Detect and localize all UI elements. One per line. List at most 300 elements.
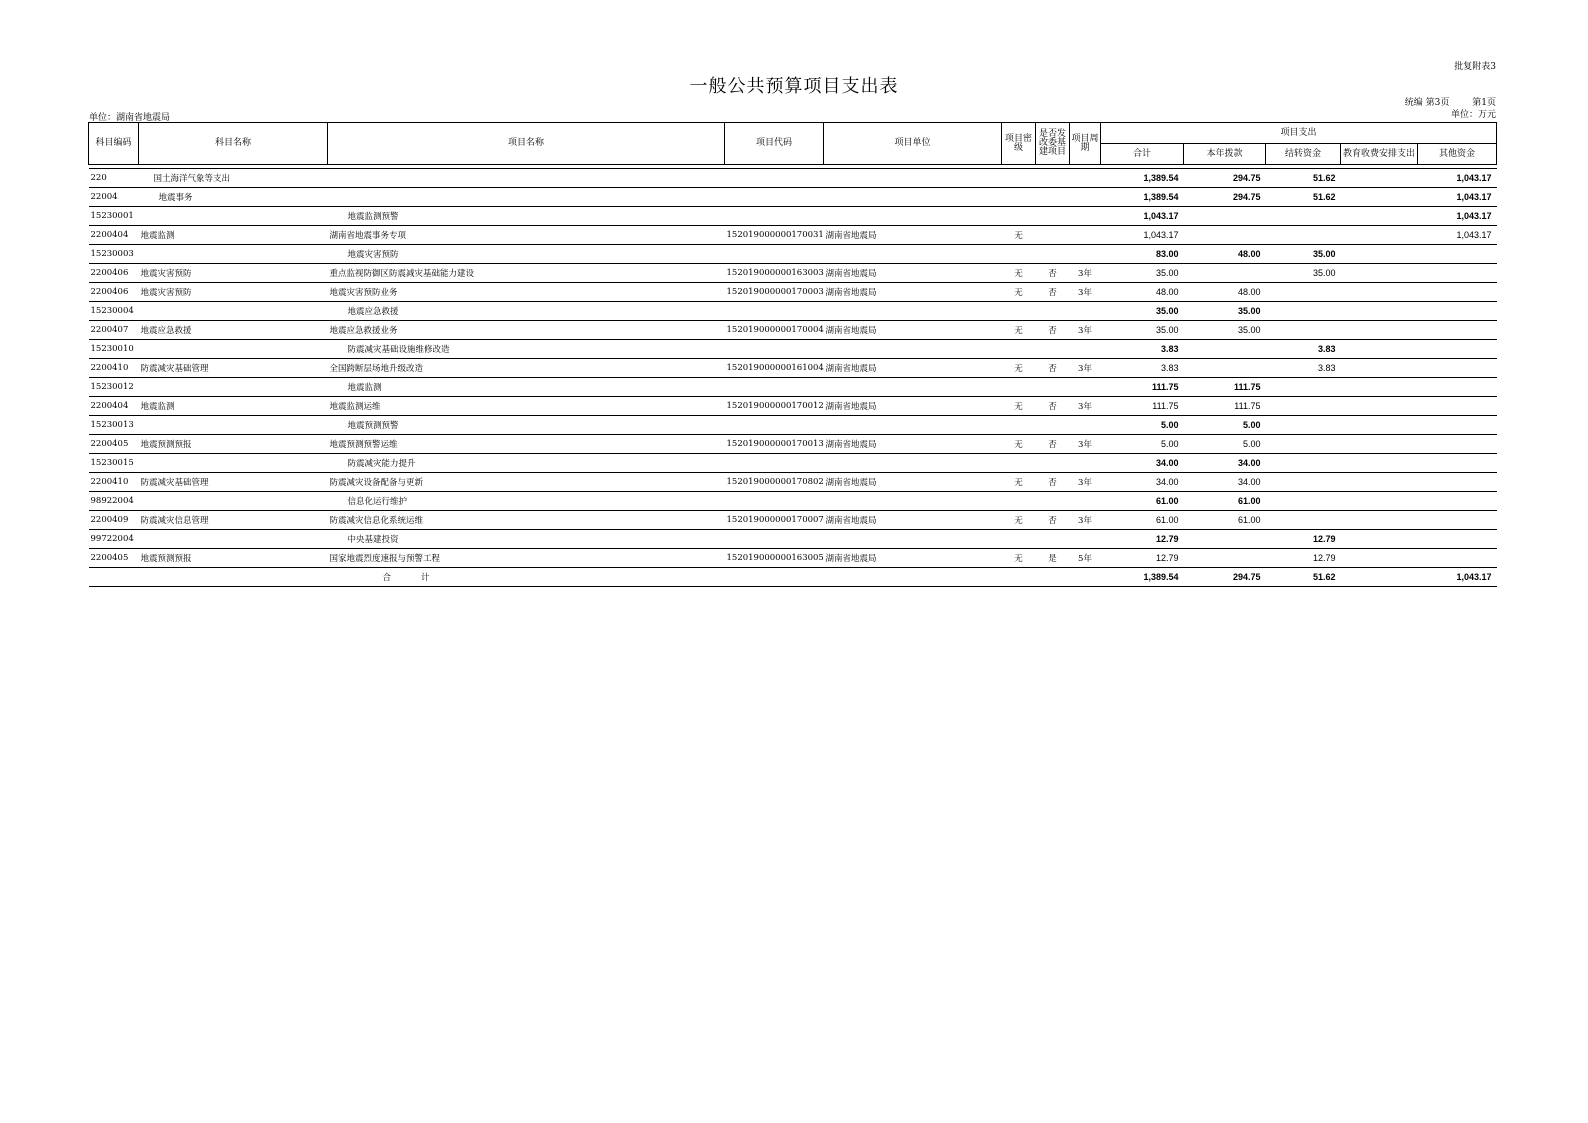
ndrc-cell xyxy=(1036,492,1070,511)
total-cell: 111.75 xyxy=(1101,397,1184,416)
ndrc-cell: 否 xyxy=(1036,473,1070,492)
code-cell: 2200405 xyxy=(89,435,139,454)
project-name-cell: 地震监测运维 xyxy=(328,397,725,416)
code-cell: 220 xyxy=(89,169,139,188)
project-code-cell xyxy=(725,530,824,549)
period-cell: 3年 xyxy=(1070,283,1101,302)
table-row xyxy=(89,207,1497,226)
table-row xyxy=(89,321,1497,340)
total-cell: 12.79 xyxy=(1101,549,1184,568)
current-cell: 34.00 xyxy=(1184,454,1266,473)
table-row xyxy=(89,397,1497,416)
education-cell xyxy=(1341,245,1418,264)
project-code-cell xyxy=(725,169,824,188)
education-cell xyxy=(1341,530,1418,549)
education-cell xyxy=(1341,435,1418,454)
other-cell: 1,043.17 xyxy=(1418,568,1497,587)
other-cell xyxy=(1418,302,1497,321)
project-unit-cell xyxy=(824,568,1002,587)
secret-cell xyxy=(1002,207,1036,226)
col-header-carryover: 结转资金 xyxy=(1266,144,1341,165)
total-cell: 3.83 xyxy=(1101,340,1184,359)
code-cell: 15230003 xyxy=(89,245,139,264)
col-header-total: 合计 xyxy=(1101,144,1184,165)
total-cell: 5.00 xyxy=(1101,416,1184,435)
education-cell xyxy=(1341,226,1418,245)
education-cell xyxy=(1341,397,1418,416)
table-row xyxy=(89,549,1497,568)
project-name-cell: 地震应急救援 xyxy=(328,302,725,321)
other-cell xyxy=(1418,378,1497,397)
code-cell: 15230004 xyxy=(89,302,139,321)
subject-cell xyxy=(139,378,328,397)
ndrc-cell xyxy=(1036,226,1070,245)
current-cell: 294.75 xyxy=(1184,188,1266,207)
code-cell: 2200405 xyxy=(89,549,139,568)
project-code-cell xyxy=(725,340,824,359)
secret-cell: 无 xyxy=(1002,397,1036,416)
carryover-cell xyxy=(1266,492,1341,511)
carryover-cell: 35.00 xyxy=(1266,264,1341,283)
carryover-cell: 51.62 xyxy=(1266,568,1341,587)
current-cell: 5.00 xyxy=(1184,416,1266,435)
project-unit-cell xyxy=(824,340,1002,359)
current-cell: 61.00 xyxy=(1184,511,1266,530)
project-code-cell: 152019000000170007 xyxy=(725,511,824,530)
current-cell xyxy=(1184,530,1266,549)
secret-cell xyxy=(1002,530,1036,549)
project-code-cell: 152019000000163005 xyxy=(725,549,824,568)
ndrc-cell: 否 xyxy=(1036,511,1070,530)
current-cell: 35.00 xyxy=(1184,302,1266,321)
education-cell xyxy=(1341,492,1418,511)
subject-cell: 防震减灾信息管理 xyxy=(139,511,328,530)
table-row xyxy=(89,416,1497,435)
subject-cell: 地震监测 xyxy=(139,226,328,245)
ndrc-cell xyxy=(1036,302,1070,321)
project-name-cell: 地震预测预警 xyxy=(328,416,725,435)
ndrc-cell xyxy=(1036,188,1070,207)
period-cell: 3年 xyxy=(1070,397,1101,416)
current-cell: 294.75 xyxy=(1184,568,1266,587)
carryover-cell xyxy=(1266,226,1341,245)
project-code-cell xyxy=(725,245,824,264)
total-cell: 34.00 xyxy=(1101,473,1184,492)
project-name-cell: 合计 xyxy=(328,568,725,587)
carryover-cell: 12.79 xyxy=(1266,530,1341,549)
carryover-cell xyxy=(1266,302,1341,321)
other-cell: 1,043.17 xyxy=(1418,207,1497,226)
project-unit-cell xyxy=(824,454,1002,473)
education-cell xyxy=(1341,473,1418,492)
project-unit-cell: 湖南省地震局 xyxy=(824,226,1002,245)
other-cell xyxy=(1418,473,1497,492)
project-code-cell xyxy=(725,492,824,511)
col-header-secret: 项目密级 xyxy=(1002,123,1036,165)
project-unit-cell xyxy=(824,245,1002,264)
project-name-cell xyxy=(328,188,725,207)
other-cell xyxy=(1418,340,1497,359)
education-cell xyxy=(1341,359,1418,378)
secret-cell xyxy=(1002,568,1036,587)
carryover-cell xyxy=(1266,283,1341,302)
project-unit-cell: 湖南省地震局 xyxy=(824,359,1002,378)
code-cell: 15230012 xyxy=(89,378,139,397)
other-cell xyxy=(1418,416,1497,435)
secret-cell xyxy=(1002,169,1036,188)
table-row xyxy=(89,511,1497,530)
total-cell: 1,389.54 xyxy=(1101,568,1184,587)
subject-cell: 国土海洋气象等支出 xyxy=(139,169,328,188)
project-unit-cell xyxy=(824,169,1002,188)
current-cell: 111.75 xyxy=(1184,378,1266,397)
carryover-cell: 3.83 xyxy=(1266,340,1341,359)
code-cell: 2200409 xyxy=(89,511,139,530)
project-unit-cell: 湖南省地震局 xyxy=(824,473,1002,492)
education-cell xyxy=(1341,207,1418,226)
ndrc-cell xyxy=(1036,530,1070,549)
total-cell: 83.00 xyxy=(1101,245,1184,264)
project-unit-cell: 湖南省地震局 xyxy=(824,283,1002,302)
total-cell: 1,389.54 xyxy=(1101,188,1184,207)
subject-cell: 防震减灾基础管理 xyxy=(139,359,328,378)
period-cell: 3年 xyxy=(1070,511,1101,530)
other-cell xyxy=(1418,264,1497,283)
secret-cell: 无 xyxy=(1002,321,1036,340)
project-code-cell xyxy=(725,378,824,397)
ndrc-cell xyxy=(1036,340,1070,359)
period-cell xyxy=(1070,169,1101,188)
subject-cell xyxy=(139,340,328,359)
project-unit-cell xyxy=(824,416,1002,435)
table-row xyxy=(89,454,1497,473)
carryover-cell xyxy=(1266,511,1341,530)
project-unit-cell: 湖南省地震局 xyxy=(824,435,1002,454)
current-cell: 34.00 xyxy=(1184,473,1266,492)
current-cell xyxy=(1184,207,1266,226)
education-cell xyxy=(1341,169,1418,188)
project-name-cell: 重点监视防御区防震减灾基础能力建设 xyxy=(328,264,725,283)
project-unit-cell xyxy=(824,492,1002,511)
total-cell: 3.83 xyxy=(1101,359,1184,378)
education-cell xyxy=(1341,264,1418,283)
subject-cell: 地震预测预报 xyxy=(139,549,328,568)
period-cell: 5年 xyxy=(1070,549,1101,568)
col-header-current: 本年拨款 xyxy=(1184,144,1266,165)
total-cell: 35.00 xyxy=(1101,321,1184,340)
carryover-cell xyxy=(1266,321,1341,340)
total-cell: 1,043.17 xyxy=(1101,207,1184,226)
project-name-cell: 地震监测 xyxy=(328,378,725,397)
project-code-cell: 152019000000170012 xyxy=(725,397,824,416)
subject-cell xyxy=(139,302,328,321)
period-cell xyxy=(1070,454,1101,473)
education-cell xyxy=(1341,511,1418,530)
other-cell xyxy=(1418,245,1497,264)
current-cell xyxy=(1184,549,1266,568)
table-row xyxy=(89,530,1497,549)
table-row xyxy=(89,378,1497,397)
current-cell: 61.00 xyxy=(1184,492,1266,511)
ndrc-cell xyxy=(1036,207,1070,226)
subject-cell xyxy=(139,454,328,473)
code-cell xyxy=(89,568,139,587)
secret-cell xyxy=(1002,245,1036,264)
secret-cell: 无 xyxy=(1002,226,1036,245)
subject-cell xyxy=(139,207,328,226)
project-code-cell: 152019000000170031 xyxy=(725,226,824,245)
project-name-cell: 全国跨断层场地升级改造 xyxy=(328,359,725,378)
current-cell: 48.00 xyxy=(1184,283,1266,302)
secret-cell xyxy=(1002,454,1036,473)
col-header-project-unit: 项目单位 xyxy=(824,123,1002,165)
current-cell: 294.75 xyxy=(1184,169,1266,188)
col-header-code: 科目编码 xyxy=(89,123,139,165)
project-unit-cell: 湖南省地震局 xyxy=(824,321,1002,340)
col-header-ndrc: 是否发改委基建项目 xyxy=(1036,123,1070,165)
period-cell xyxy=(1070,530,1101,549)
current-cell: 111.75 xyxy=(1184,397,1266,416)
unit-organization: 单位：湖南省地震局 xyxy=(89,113,171,123)
project-unit-cell: 湖南省地震局 xyxy=(824,264,1002,283)
education-cell xyxy=(1341,454,1418,473)
table-row xyxy=(89,492,1497,511)
secret-cell: 无 xyxy=(1002,549,1036,568)
other-cell: 1,043.17 xyxy=(1418,188,1497,207)
secret-cell: 无 xyxy=(1002,473,1036,492)
table-row xyxy=(89,264,1497,283)
project-name-cell: 中央基建投资 xyxy=(328,530,725,549)
period-cell: 3年 xyxy=(1070,264,1101,283)
other-cell xyxy=(1418,454,1497,473)
code-cell: 2200404 xyxy=(89,226,139,245)
project-name-cell: 防震减灾设备配备与更新 xyxy=(328,473,725,492)
code-cell: 2200407 xyxy=(89,321,139,340)
project-name-cell xyxy=(328,169,725,188)
subject-cell xyxy=(139,416,328,435)
period-cell xyxy=(1070,416,1101,435)
total-cell: 12.79 xyxy=(1101,530,1184,549)
project-name-cell: 国家地震烈度速报与预警工程 xyxy=(328,549,725,568)
education-cell xyxy=(1341,378,1418,397)
table-row xyxy=(89,226,1497,245)
ndrc-cell: 否 xyxy=(1036,435,1070,454)
col-header-subject: 科目名称 xyxy=(139,123,328,165)
subject-cell: 地震监测 xyxy=(139,397,328,416)
total-cell: 34.00 xyxy=(1101,454,1184,473)
project-code-cell xyxy=(725,416,824,435)
education-cell xyxy=(1341,321,1418,340)
ndrc-cell xyxy=(1036,169,1070,188)
col-header-education: 教育收费安排支出 xyxy=(1341,144,1418,165)
period-cell xyxy=(1070,207,1101,226)
secret-cell: 无 xyxy=(1002,264,1036,283)
project-code-cell: 152019000000170802 xyxy=(725,473,824,492)
carryover-cell xyxy=(1266,397,1341,416)
code-cell: 15230015 xyxy=(89,454,139,473)
carryover-cell: 51.62 xyxy=(1266,188,1341,207)
table-row xyxy=(89,245,1497,264)
carryover-cell xyxy=(1266,378,1341,397)
other-cell xyxy=(1418,435,1497,454)
total-cell: 61.00 xyxy=(1101,492,1184,511)
secret-cell xyxy=(1002,188,1036,207)
ndrc-cell: 否 xyxy=(1036,397,1070,416)
project-name-cell: 地震监测预警 xyxy=(328,207,725,226)
secret-cell xyxy=(1002,302,1036,321)
project-unit-cell: 湖南省地震局 xyxy=(824,549,1002,568)
code-cell: 15230001 xyxy=(89,207,139,226)
subject-cell: 地震灾害预防 xyxy=(139,283,328,302)
project-code-cell xyxy=(725,568,824,587)
period-cell xyxy=(1070,188,1101,207)
project-name-cell: 地震灾害预防业务 xyxy=(328,283,725,302)
table-row xyxy=(89,473,1497,492)
code-cell: 2200410 xyxy=(89,359,139,378)
period-cell: 3年 xyxy=(1070,359,1101,378)
education-cell xyxy=(1341,283,1418,302)
code-cell: 2200410 xyxy=(89,473,139,492)
table-row xyxy=(89,283,1497,302)
col-header-project: 项目名称 xyxy=(328,123,725,165)
other-cell: 1,043.17 xyxy=(1418,169,1497,188)
period-cell xyxy=(1070,226,1101,245)
other-cell xyxy=(1418,359,1497,378)
carryover-cell: 51.62 xyxy=(1266,169,1341,188)
carryover-cell: 3.83 xyxy=(1266,359,1341,378)
total-cell: 35.00 xyxy=(1101,302,1184,321)
ndrc-cell: 否 xyxy=(1036,359,1070,378)
ndrc-cell: 否 xyxy=(1036,321,1070,340)
table-row xyxy=(89,359,1497,378)
unit-currency: 单位：万元 xyxy=(1450,110,1496,120)
annex-label: 批复附表3 xyxy=(1454,62,1496,72)
code-cell: 15230010 xyxy=(89,340,139,359)
other-cell xyxy=(1418,397,1497,416)
project-name-cell: 地震应急救援业务 xyxy=(328,321,725,340)
project-name-cell: 信息化运行维护 xyxy=(328,492,725,511)
ndrc-cell xyxy=(1036,378,1070,397)
carryover-cell xyxy=(1266,454,1341,473)
other-cell xyxy=(1418,530,1497,549)
education-cell xyxy=(1341,302,1418,321)
project-unit-cell: 湖南省地震局 xyxy=(824,397,1002,416)
ndrc-cell: 否 xyxy=(1036,283,1070,302)
subject-cell: 地震灾害预防 xyxy=(139,264,328,283)
current-cell: 35.00 xyxy=(1184,321,1266,340)
current-cell xyxy=(1184,340,1266,359)
carryover-cell xyxy=(1266,435,1341,454)
table-row xyxy=(89,302,1497,321)
project-unit-cell xyxy=(824,207,1002,226)
total-cell: 1,389.54 xyxy=(1101,169,1184,188)
education-cell xyxy=(1341,416,1418,435)
other-cell xyxy=(1418,511,1497,530)
project-code-cell xyxy=(725,188,824,207)
table-row xyxy=(89,435,1497,454)
project-unit-cell xyxy=(824,188,1002,207)
period-cell xyxy=(1070,340,1101,359)
project-name-cell: 防震减灾基础设施维修改造 xyxy=(328,340,725,359)
ndrc-cell: 否 xyxy=(1036,264,1070,283)
code-cell: 99722004 xyxy=(89,530,139,549)
secret-cell: 无 xyxy=(1002,283,1036,302)
carryover-cell xyxy=(1266,207,1341,226)
code-cell: 2200406 xyxy=(89,283,139,302)
other-cell: 1,043.17 xyxy=(1418,226,1497,245)
secret-cell xyxy=(1002,340,1036,359)
period-cell xyxy=(1070,302,1101,321)
code-cell: 2200406 xyxy=(89,264,139,283)
budget-table xyxy=(88,122,1497,587)
project-unit-cell xyxy=(824,302,1002,321)
project-name-cell: 地震预测预警运维 xyxy=(328,435,725,454)
education-cell xyxy=(1341,188,1418,207)
subject-cell xyxy=(139,492,328,511)
project-code-cell: 152019000000170013 xyxy=(725,435,824,454)
total-cell: 1,043.17 xyxy=(1101,226,1184,245)
project-code-cell: 152019000000163003 xyxy=(725,264,824,283)
project-unit-cell xyxy=(824,530,1002,549)
project-name-cell: 防震减灾信息化系统运维 xyxy=(328,511,725,530)
period-cell: 3年 xyxy=(1070,435,1101,454)
code-cell: 98922004 xyxy=(89,492,139,511)
project-unit-cell: 湖南省地震局 xyxy=(824,511,1002,530)
period-cell: 3年 xyxy=(1070,321,1101,340)
code-cell: 15230013 xyxy=(89,416,139,435)
current-cell xyxy=(1184,226,1266,245)
carryover-cell xyxy=(1266,416,1341,435)
period-cell: 3年 xyxy=(1070,473,1101,492)
period-cell xyxy=(1070,492,1101,511)
carryover-cell: 35.00 xyxy=(1266,245,1341,264)
ndrc-cell xyxy=(1036,416,1070,435)
table-row xyxy=(89,169,1497,188)
col-header-expense-group: 项目支出 xyxy=(1101,123,1497,144)
ndrc-cell xyxy=(1036,568,1070,587)
carryover-cell: 12.79 xyxy=(1266,549,1341,568)
project-code-cell: 152019000000170003 xyxy=(725,283,824,302)
other-cell xyxy=(1418,549,1497,568)
col-header-period: 项目周期 xyxy=(1070,123,1101,165)
subject-cell: 地震预测预报 xyxy=(139,435,328,454)
secret-cell: 无 xyxy=(1002,359,1036,378)
education-cell xyxy=(1341,549,1418,568)
total-cell: 111.75 xyxy=(1101,378,1184,397)
page-title: 一般公共预算项目支出表 xyxy=(689,76,899,97)
project-name-cell: 防震减灾能力提升 xyxy=(328,454,725,473)
ndrc-cell xyxy=(1036,454,1070,473)
secret-cell: 无 xyxy=(1002,435,1036,454)
code-cell: 22004 xyxy=(89,188,139,207)
total-row xyxy=(89,568,1497,587)
project-code-cell xyxy=(725,454,824,473)
total-cell: 61.00 xyxy=(1101,511,1184,530)
secret-cell xyxy=(1002,378,1036,397)
code-cell: 2200404 xyxy=(89,397,139,416)
table-row xyxy=(89,188,1497,207)
subject-cell: 地震事务 xyxy=(139,188,328,207)
subject-cell xyxy=(139,568,328,587)
other-cell xyxy=(1418,492,1497,511)
ndrc-cell xyxy=(1036,245,1070,264)
project-name-cell: 地震灾害预防 xyxy=(328,245,725,264)
carryover-cell xyxy=(1266,473,1341,492)
other-cell xyxy=(1418,283,1497,302)
project-code-cell: 152019000000161004 xyxy=(725,359,824,378)
current-cell xyxy=(1184,359,1266,378)
col-header-other: 其他资金 xyxy=(1418,144,1497,165)
